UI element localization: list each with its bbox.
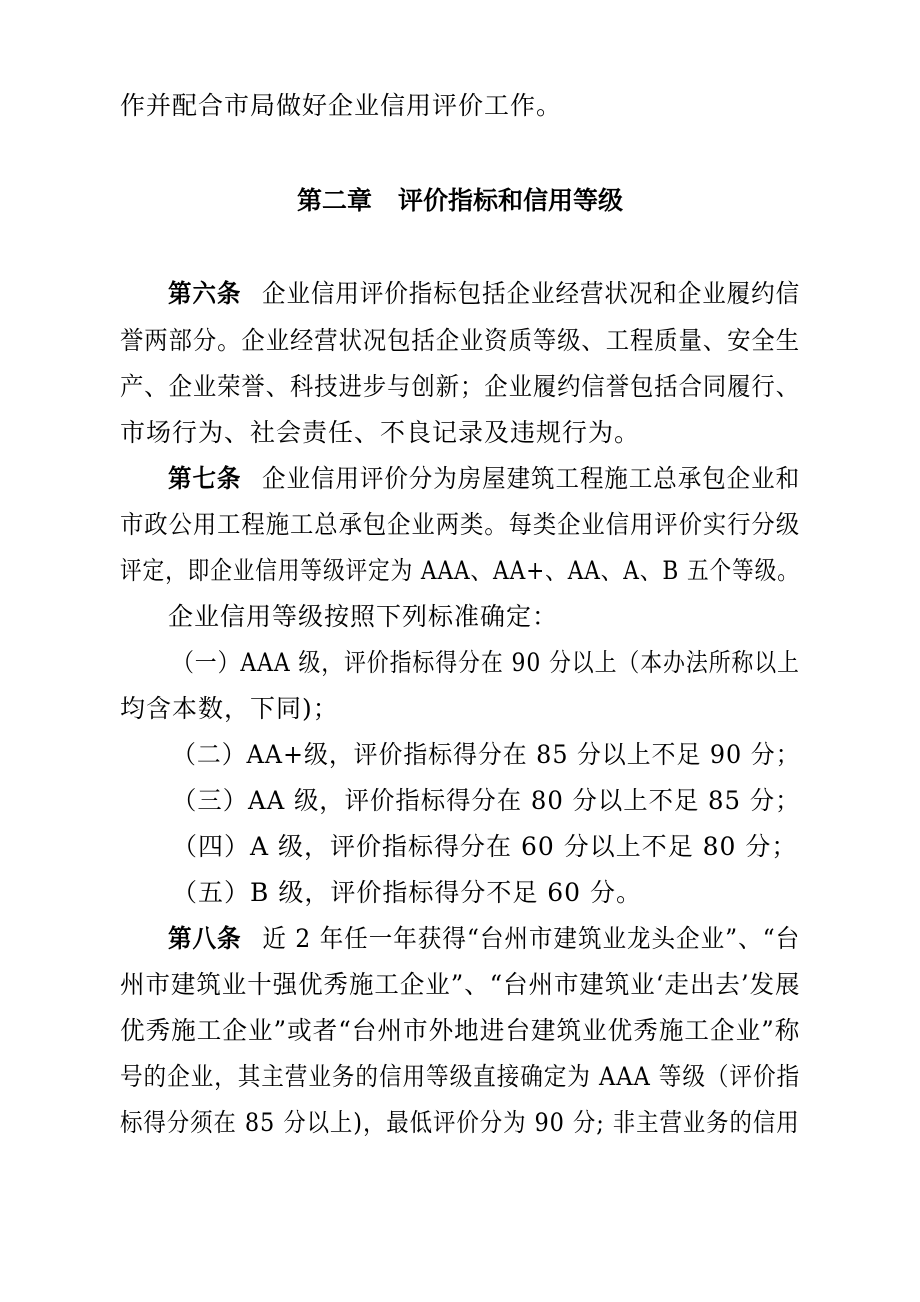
grade-aa: （三）AA 级，评价指标得分在 80 分以上不足 85 分； xyxy=(172,786,801,815)
article8-line-3: 优秀施工企业”或者“台州市外地进台建筑业优秀施工企业”称 xyxy=(120,1016,801,1045)
grade-aa-plus: （二）AA+级，评价指标得分在 85 分以上不足 90 分； xyxy=(172,740,801,769)
article7-line-1 xyxy=(168,464,800,494)
continuation-line: 作并配合市局做好企业信用评价工作。 xyxy=(120,91,563,120)
article8-line-5: 标得分须在 85 分以上)，最低评价分为 90 分; 非主营业务的信用 xyxy=(120,1108,800,1137)
grade-aaa: （一）AAA 级，评价指标得分在 90 分以上（本办法所称以上 xyxy=(172,648,800,677)
article8-label: 第八条 xyxy=(168,924,242,953)
article8-text-1: 近 2 年任一年获得“台州市建筑业龙头企业”、“台 xyxy=(262,924,801,953)
article7-line-3: 评定，即企业信用等级评定为 AAA、AA+、AA、A、B 五个等级。 xyxy=(120,556,800,585)
article6-line-1 xyxy=(168,279,800,309)
grade-b: （五）B 级，评价指标得分不足 60 分。 xyxy=(172,878,643,907)
grade-intro: 企业信用等级按照下列标准确定： xyxy=(168,602,559,631)
article7-line-2: 市政公用工程施工总承包企业两类。每类企业信用评价实行分级 xyxy=(120,510,801,539)
chapter-title: 评价指标和信用等级 xyxy=(398,186,624,215)
article8-line-2: 州市建筑业十强优秀施工企业”、“台州市建筑业‘走出去’发展 xyxy=(120,970,801,999)
article6-label: 第六条 xyxy=(168,279,242,308)
article6-line-2: 誉两部分。企业经营状况包括企业资质等级、工程质量、安全生 xyxy=(120,326,801,355)
grade-aaa-cont: 均含本数，下同)； xyxy=(120,694,339,723)
article6-line-4: 市场行为、社会责任、不良记录及违规行为。 xyxy=(120,418,641,447)
article8-line-4: 号的企业，其主营业务的信用等级直接确定为 AAA 等级（评价指 xyxy=(120,1062,801,1091)
article8-line-1 xyxy=(168,924,800,954)
grade-a: （四）A 级，评价指标得分在 60 分以上不足 80 分； xyxy=(172,832,798,861)
article7-label: 第七条 xyxy=(168,464,242,493)
article6-line-3: 产、企业荣誉、科技进步与创新；企业履约信誉包括合同履行、 xyxy=(120,372,801,401)
article7-text-1: 企业信用评价分为房屋建筑工程施工总承包企业和 xyxy=(262,464,801,493)
article6-text-1: 企业信用评价指标包括企业经营状况和企业履约信 xyxy=(262,279,801,308)
chapter-heading xyxy=(0,186,920,216)
chapter-number: 第二章 xyxy=(296,186,372,215)
